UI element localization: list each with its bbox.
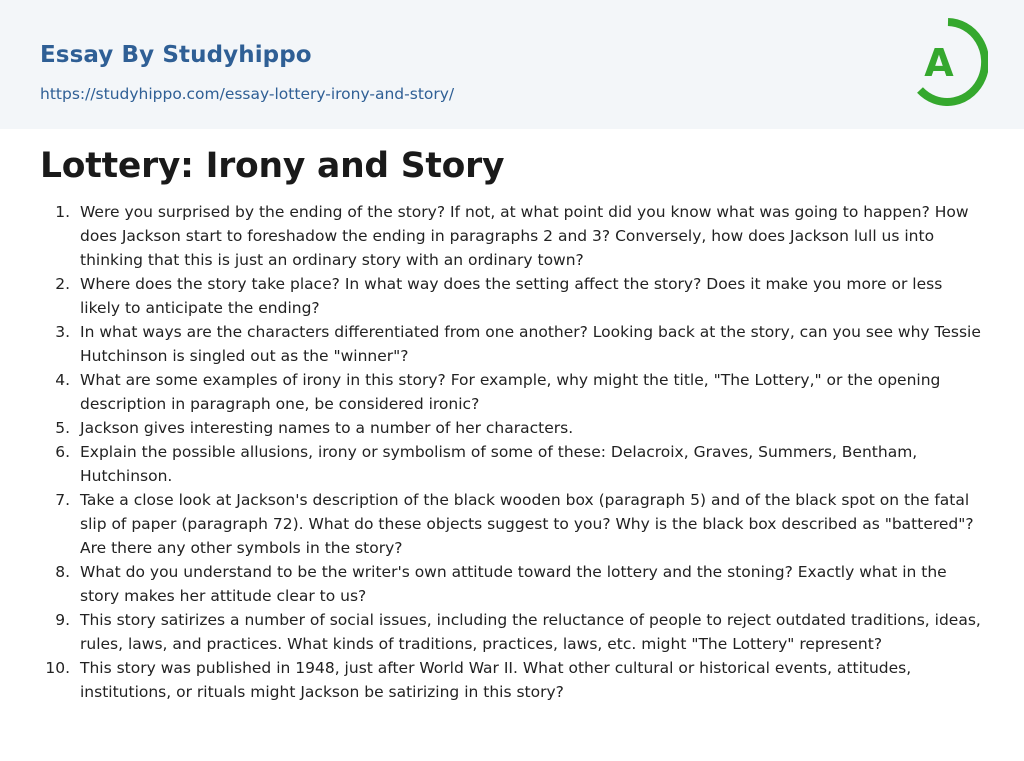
question-number: 6. xyxy=(55,443,70,461)
question-number: 3. xyxy=(55,323,70,341)
question-text: Explain the possible allusions, irony or symbolism of some of these: Delacroix, Graves, Summers, Bentham, Hutchinson. xyxy=(80,443,918,485)
question-item-6 xyxy=(0,440,1000,488)
site-header xyxy=(0,0,1024,129)
question-text: What are some examples of irony in this story? For example, why might the title, "The Lottery," or the opening description in paragraph one, be considered ironic? xyxy=(80,371,941,413)
question-text: This story satirizes a number of social issues, including the reluctance of people to reject outdated traditions, ideas, rules, laws, and practices. What kinds of traditions, practices, laws, etc. might "The Lottery" represent? xyxy=(80,611,981,653)
question-item-4 xyxy=(0,368,1000,416)
question-item-5 xyxy=(0,416,1000,440)
question-item-3 xyxy=(0,320,1000,368)
essay-url-link[interactable]: https://studyhippo.com/essay-lottery-irony-and-story/ xyxy=(40,85,455,103)
question-list xyxy=(0,200,1000,704)
essay-title: Lottery: Irony and Story xyxy=(40,146,505,186)
question-text: In what ways are the characters differentiated from one another? Looking back at the story, can you see why Tessie Hutchinson is singled out as the "winner"? xyxy=(80,323,981,365)
question-text: Take a close look at Jackson's description of the black wooden box (paragraph 5) and of the black spot on the fatal slip of paper (paragraph 72). What do these objects suggest to you? Why is the black box described as "battered"? Are there any other symbols in the story? xyxy=(80,491,974,557)
question-number: 7. xyxy=(55,491,70,509)
question-text: Jackson gives interesting names to a number of her characters. xyxy=(80,419,574,437)
question-text: This story was published in 1948, just after World War II. What other cultural or historical events, attitudes, institutions, or rituals might Jackson be satirizing in this story? xyxy=(80,659,912,701)
question-item-1 xyxy=(0,200,1000,272)
question-text: What do you understand to be the writer's own attitude toward the lottery and the stoning? Exactly what in the story makes her attitude clear to us? xyxy=(80,563,947,605)
question-number: 9. xyxy=(55,611,70,629)
question-text: Were you surprised by the ending of the story? If not, at what point did you know what was going to happen? How does Jackson start to foreshadow the ending in paragraphs 2 and 3? Conversely, how does Jackson lull us into thinking that this is just an ordinary story with an ordinary town? xyxy=(80,203,969,269)
question-text: Where does the story take place? In what way does the setting affect the story? Does it make you more or less likely to anticipate the ending? xyxy=(80,275,943,317)
studyhippo-logo-icon[interactable] xyxy=(908,18,988,106)
question-item-7 xyxy=(0,488,1000,560)
question-item-9 xyxy=(0,608,1000,656)
logo-letter: A xyxy=(924,41,954,85)
question-number: 8. xyxy=(55,563,70,581)
site-brand[interactable]: Essay By Studyhippo xyxy=(40,42,312,68)
question-number: 2. xyxy=(55,275,70,293)
question-number: 10. xyxy=(45,659,70,677)
question-number: 4. xyxy=(55,371,70,389)
question-item-8 xyxy=(0,560,1000,608)
question-item-2 xyxy=(0,272,1000,320)
question-number: 5. xyxy=(55,419,70,437)
question-item-10 xyxy=(0,656,1000,704)
question-number: 1. xyxy=(55,203,70,221)
